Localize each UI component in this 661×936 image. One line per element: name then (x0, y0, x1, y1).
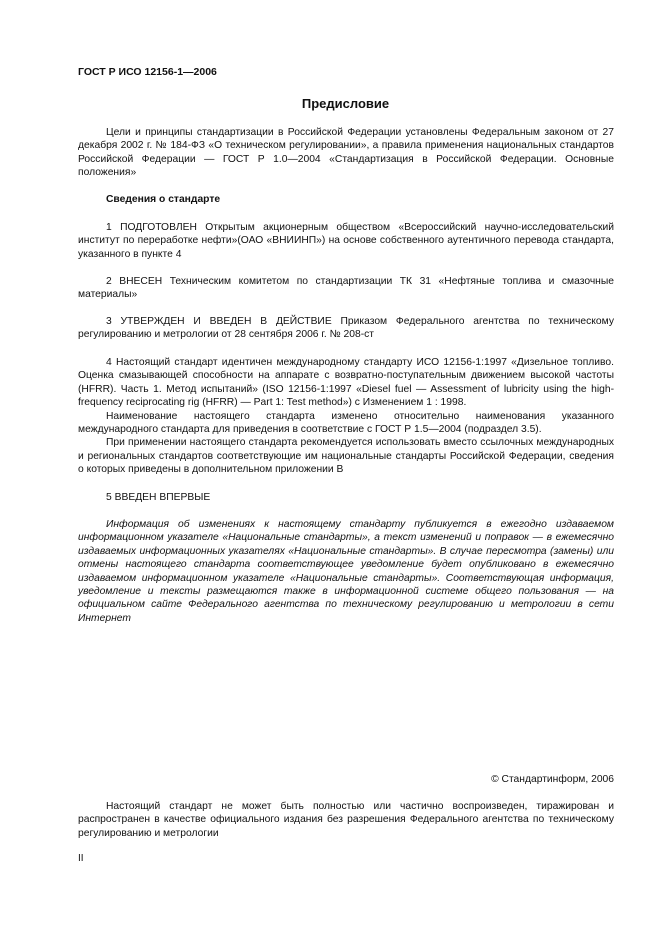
item-3-text: 3 УТВЕРЖДЕН И ВВЕДЕН В ДЕЙСТВИЕ Приказом Федерального агентства по техническому регулированию и метрологии от 28 сентября 2006 г. № 208-ст (78, 316, 614, 341)
copyright: © Стандартинформ, 2006 (491, 774, 614, 785)
standard-code: ГОСТ Р ИСО 12156-1—2006 (78, 66, 217, 78)
item-5 (78, 491, 614, 504)
item-4-paragraph-2: Наименование настоящего стандарта изменено относительно наименования указанного международного стандарта для приведения в соответствие с ГОСТ Р 1.5—2004 (подраздел 3.5). (78, 410, 614, 436)
item-4-paragraph-1: 4 Настоящий стандарт идентичен международному стандарту ИСО 12156-1:1997 «Дизельное топливо. Оценка смазывающей способности на аппарате с возвратно-поступательным движением высокой частоты (HFRR). Часть 1. Метод испытаний» (ISO 12156-1:1997 «Diesel fuel — Assessment of lubricity using the high-frequency reciprocating rig (HFRR) — Part 1: Test method») с Изменением 1 : 1998. (78, 357, 614, 409)
item-1-text: 1 ПОДГОТОВЛЕН Открытым акционерным обществом «Всероссийский научно-исследовательский институт по переработке нефти»(ОАО «ВНИИНП») на основе собственного аутентичного перевода стандарта, указанного в пункте 4 (78, 222, 614, 260)
notice-text: Информация об изменениях к настоящему стандарту публикуется в ежегодно издаваемом информационном указателе «Национальные стандарты», а текст изменений и поправок — в ежемесячно издаваемых информационных указателях «Национальные стандарты». В случае пересмотра (замены) или отмены настоящего стандарта соответствующее уведомление будет опубликовано в ежемесячно издаваемом информационном указателе «Национальные стандарты». Соответствующая информация, уведомление и тексты размещаются также в информационной системе общего пользования — на официальном сайте Федерального агентства по техническому регулированию и метрологии в сети Интернет (78, 519, 614, 624)
notice-paragraph (78, 518, 614, 625)
reproduction-notice-text: Настоящий стандарт не может быть полностью или частично воспроизведен, тиражирован и распространен в качестве официального издания без разрешения Федерального агентства по техническому регулированию и метрологии (78, 801, 614, 839)
item-2 (78, 275, 614, 302)
item-2-text: 2 ВНЕСЕН Техническим комитетом по стандартизации ТК 31 «Нефтяные топлива и смазочные материалы» (78, 276, 614, 301)
section-title: Сведения о стандарте (106, 194, 221, 205)
item-4 (78, 356, 614, 477)
item-5-text: 5 ВВЕДЕН ВПЕРВЫЕ (106, 492, 211, 503)
intro-paragraph (78, 126, 614, 180)
item-1 (78, 221, 614, 261)
item-3 (78, 315, 614, 342)
page-title: Предисловие (301, 96, 390, 111)
item-4-paragraph-3: При применении настоящего стандарта рекомендуется использовать вместо ссылочных международных и региональных стандартов соответствующие им национальные стандарты Российской Федерации, сведения о которых приведены в дополнительном приложении В (78, 437, 614, 476)
intro-text: Цели и принципы стандартизации в Российской Федерации установлены Федеральным законом от 27 декабря 2002 г. № 184-ФЗ «О техническом регулировании», а правила применения национальных стандартов Российской Федерации — ГОСТ Р 1.0—2004 «Стандартизация в Российской Федерации. Основные положения» (78, 127, 614, 179)
page-number: II (78, 853, 84, 864)
reproduction-notice (78, 800, 614, 840)
